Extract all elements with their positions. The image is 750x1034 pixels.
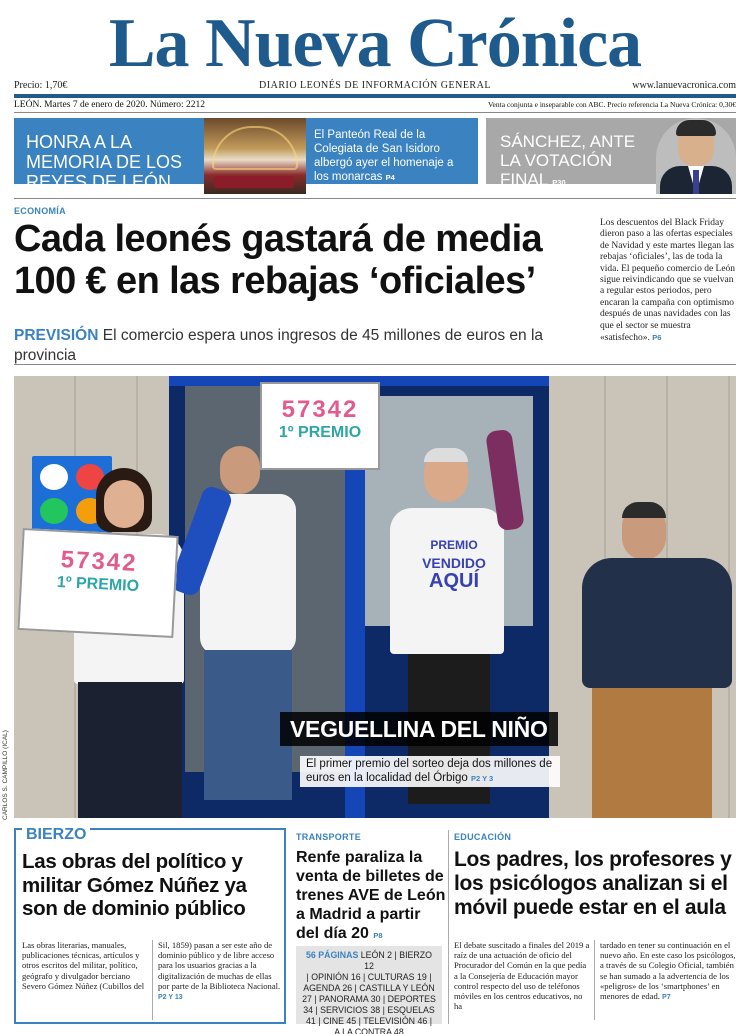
tagline: DIARIO LEONÉS DE INFORMACIÓN GENERAL	[259, 80, 491, 91]
lead-sub-text: El comercio espera unos ingresos de 45 millones de euros en la provincia	[14, 327, 544, 364]
shirt-text	[414, 536, 494, 590]
tomb-shape	[214, 176, 294, 188]
bierzo-headline[interactable]: Las obras del político y militar Gómez Núñez ya son de dominio público	[22, 850, 247, 920]
photo-caption-text: El primer premio del sorteo deja dos millones de euros en la localidad del Órbigo	[306, 758, 553, 784]
bierzo-body-right	[158, 940, 284, 1003]
masthead-rule	[14, 94, 736, 98]
divider	[448, 830, 449, 1024]
sign-prize: 1º PREMIO	[278, 424, 362, 441]
dateline	[14, 100, 736, 112]
lead-body: Los descuentos del Black Friday dieron paso a las ofertas especiales de Navidad y este martes llegan las rebajas ‘oficiales’, las de toda la vida. El pequeño comercio de León sigue reivindicando que se vuelvan a regular estos periodos, pero encaran la campaña con optimismo después de unas navidades con las que el sector se muestra «satisfecho».	[600, 218, 736, 344]
divider	[594, 940, 595, 1020]
sign-number: 57342	[281, 396, 359, 423]
divider	[152, 940, 153, 1020]
lead-headline[interactable]: Cada leonés gastará de media 100 € en las rebajas ‘oficiales’	[14, 218, 543, 302]
lead-sub-label: PREVISIÓN	[14, 327, 99, 344]
page-ref: P7	[662, 994, 671, 1002]
transporte-headline-text: Renfe paraliza la venta de billetes de trenes AVE de León a Madrid a partir del día 20	[296, 849, 446, 942]
website-link[interactable]: www.lanuevacronica.com	[632, 80, 736, 91]
index-pages: 56 PÁGINAS	[306, 950, 359, 960]
lottery-photo	[14, 376, 736, 818]
page-ref: P6	[652, 333, 662, 343]
lead-side-text	[600, 218, 736, 344]
shirt-line-1: PREMIO	[430, 538, 478, 552]
shirt-line-2: VENDIDO	[422, 555, 486, 571]
photo-credit: CARLOS S. CAMPILLO (ICAL)	[2, 730, 9, 820]
page-ref: P30	[552, 178, 566, 187]
bierzo-body-text: Sil, 1859) pasan a ser este año de dominio público y de libre acceso para los usuarios gracias a la digitalización de muchas de ellas por parte de la Biblioteca Nacional.	[158, 940, 281, 991]
educacion-body-right	[600, 940, 736, 1003]
price: Precio: 1,70€	[14, 80, 68, 91]
bierzo-section: BIERZO	[22, 826, 90, 844]
man-blue-figure	[194, 446, 304, 816]
educacion-section: EDUCACIÓN	[454, 832, 512, 842]
index-line-6: 41 | CINE 45 | TELEVISIÓN 46 |	[306, 1016, 432, 1026]
masthead-meta	[14, 80, 736, 94]
sale-note: Venta conjunta e inseparable con ABC. Precio referencia La Nueva Crónica: 0,30€	[487, 100, 736, 109]
educacion-body-text: tardado en tener su continuación en el nuevo año. En este caso los psicólogos, a través de su Colegio Oficial, también se han sumado a la advertencia de los «peligros» de los ‘smartphones’ en menores de edad.	[600, 940, 736, 1002]
masthead-title: La Nueva Crónica	[108, 5, 642, 82]
arch-shape	[212, 126, 298, 170]
index-line-4: 27 | PANORAMA 30 | DEPORTES	[302, 994, 436, 1004]
lead-section: ECONOMÍA	[14, 206, 66, 216]
educacion-body-left: El debate suscitado a finales del 2019 a raíz de una actuación de oficio del Procurador del Común en la que pedía a la Consejería de Educación mayor control respecto del uso de teléfonos móviles en los centros educativos, no ha	[454, 940, 590, 1012]
transporte-headline[interactable]	[296, 848, 446, 945]
divider	[14, 198, 736, 199]
issue-date: LEÓN. Martes 7 de enero de 2020. Número: 2212	[14, 100, 206, 110]
photo-caption-title[interactable]: VEGUELLINA DEL NIÑO	[280, 712, 558, 746]
sign-number: 57342	[60, 546, 139, 578]
woman-figure	[74, 468, 174, 818]
page-index	[296, 946, 442, 1034]
photo-caption	[300, 756, 560, 787]
index-line-7: A LA CONTRA 48	[334, 1027, 404, 1034]
index-line-1: LEÓN 2 | BIERZO 12	[360, 950, 432, 971]
page-ref: P2 Y 3	[470, 773, 494, 783]
prize-sign-left	[17, 528, 178, 638]
promo-reyes-desc: El Panteón Real de la Colegiata de San Isidoro albergó ayer el homenaje a los monarcas	[314, 129, 454, 183]
prize-sign-top	[260, 382, 380, 470]
page-ref: P8	[373, 931, 383, 940]
promo-reyes[interactable]	[14, 118, 204, 192]
sanchez-portrait	[656, 118, 736, 194]
index-line-3: AGENDA 26 | CASTILLA Y LEÓN	[303, 983, 435, 993]
divider	[14, 112, 736, 113]
index-line-5: 34 | SERVICIOS 38 | ESQUELAS	[303, 1005, 435, 1015]
transporte-section: TRANSPORTE	[296, 832, 362, 842]
promo-reyes-text[interactable]	[306, 118, 478, 184]
index-line-2: | OPINIÓN 16 | CULTURAS 19 |	[306, 972, 432, 982]
sign-prize: 1º PREMIO	[56, 573, 140, 596]
promo-sanchez-title: SÁNCHEZ, ANTE LA VOTACIÓN FINAL	[500, 132, 636, 189]
page-ref: P4	[385, 173, 395, 182]
shirt-line-3: AQUÍ	[429, 570, 479, 592]
bierzo-body-left: Las obras literarias, manuales, publicaciones técnicas, artículos y otros escritos del militar, político, geógrafo y divulgador berciano Severo Gómez Núñez (Cubillos del	[22, 940, 145, 991]
man-jacket-figure	[562, 504, 736, 818]
page-ref: P2 Y 13	[158, 994, 183, 1002]
educacion-headline[interactable]: Los padres, los profesores y los psicólogos analizan si el móvil puede estar en el aula	[454, 848, 732, 919]
promo-reyes-photo	[204, 118, 306, 194]
lead-subheadline	[14, 326, 594, 366]
divider	[14, 364, 736, 365]
promo-reyes-title: HONRA A LA MEMORIA DE LOS REYES DE LEÓN	[26, 132, 183, 192]
